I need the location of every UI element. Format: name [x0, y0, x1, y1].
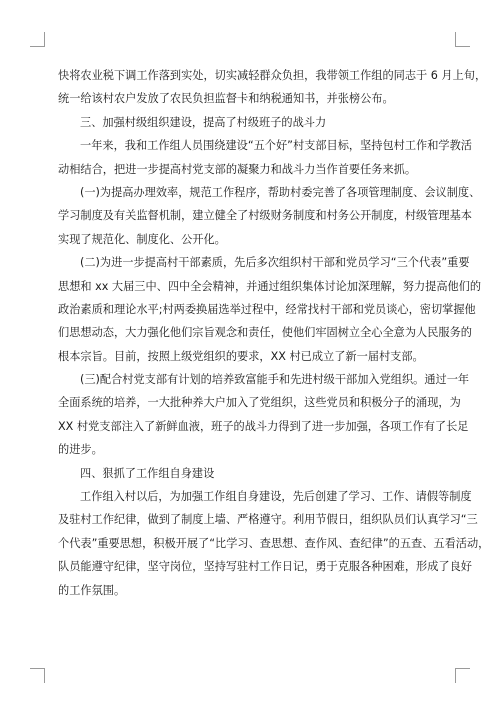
- text-line: 快将农业税下调工作落到实处，切实减轻群众负担，我带领工作组的同志于 6 月上旬，: [58, 69, 487, 82]
- document-body: [58, 64, 490, 602]
- text-line: 根本宗旨。目前，按照上级党组织的要求，XX 村已成立了新一届村支部。: [58, 349, 424, 363]
- text-line: 工作组入村以后，为加强工作组自身建设，先后创建了学习、工作、请假等制度: [80, 490, 472, 504]
- text-line: (三)配合村党支部有计划的培养致富能手和先进村级干部加入党组织。通过一年: [80, 373, 470, 387]
- text-line: XX 村党支部注入了新鲜血液，班子的战斗力得到了进一步加强，各项工作有了长足: [58, 419, 469, 433]
- text-line: 统一给该村农户发放了农民负担监督卡和纳税通知书，并张榜公布。: [58, 92, 394, 106]
- crop-mark-bottom-right: [455, 668, 470, 683]
- text-line: 动相结合，把进一步提高村党支部的凝聚力和战斗力当作首要任务来抓。: [58, 162, 417, 176]
- text-line: 的工作氛围。: [58, 583, 126, 597]
- text-line: (二)为进一步提高村干部素质，先后多次组织村干部和党员学习“三个代表”重要: [80, 256, 470, 270]
- text-line: 政治素质和理论水平;村两委换届选举过程中，经常找村干部和党员谈心，密切掌握他: [58, 302, 476, 316]
- text-line: 学习制度及有关监督机制，建立健全了村级财务制度和村务公开制度，村级管理基本: [58, 209, 472, 223]
- text-line: 实现了规范化、制度化、公开化。: [58, 232, 226, 246]
- text-line: 队员能遵守纪律，坚守岗位，坚持写驻村工作日记，勇于克服各种困难，形成了良好: [58, 560, 472, 574]
- section-heading: 三、加强村级组织建设，提高了村级班子的战斗力: [80, 115, 327, 129]
- text-line: 思想和 xx 大届三中、四中全会精神，并通过组织集体讨论加深理解，努力提高他们的: [58, 279, 482, 293]
- text-line: 全面系统的培养，一大批种养大户加入了党组织，这些党员和积极分子的涌现，为: [58, 396, 461, 410]
- text-line: (一)为提高办理效率，规范工作程序，帮助村委完善了各项管理制度、会议制度、: [80, 185, 481, 199]
- text-line: 一年来，我和工作组人员围绕建设“五个好”村支部目标，坚持包村工作和学教活: [80, 139, 472, 153]
- text-line: 及驻村工作纪律，做到了制度上墙、严格遵守。利用节假日，组织队员们认真学习“三: [58, 513, 478, 527]
- section-heading: 四、狠抓了工作组自身建设: [80, 466, 215, 480]
- text-line: 的进步。: [58, 443, 103, 457]
- text-line: 们思想动态，大力强化他们宗旨观念和责任，使他们牢固树立全心全意为人民服务的: [58, 326, 472, 340]
- crop-mark-top-left: [30, 32, 45, 47]
- crop-mark-bottom-left: [30, 668, 45, 683]
- text-line: 个代表”重要思想，积极开展了“比学习、查思想、查作风、查纪律”的五查、五看活动，: [58, 536, 490, 550]
- crop-mark-top-right: [455, 32, 470, 47]
